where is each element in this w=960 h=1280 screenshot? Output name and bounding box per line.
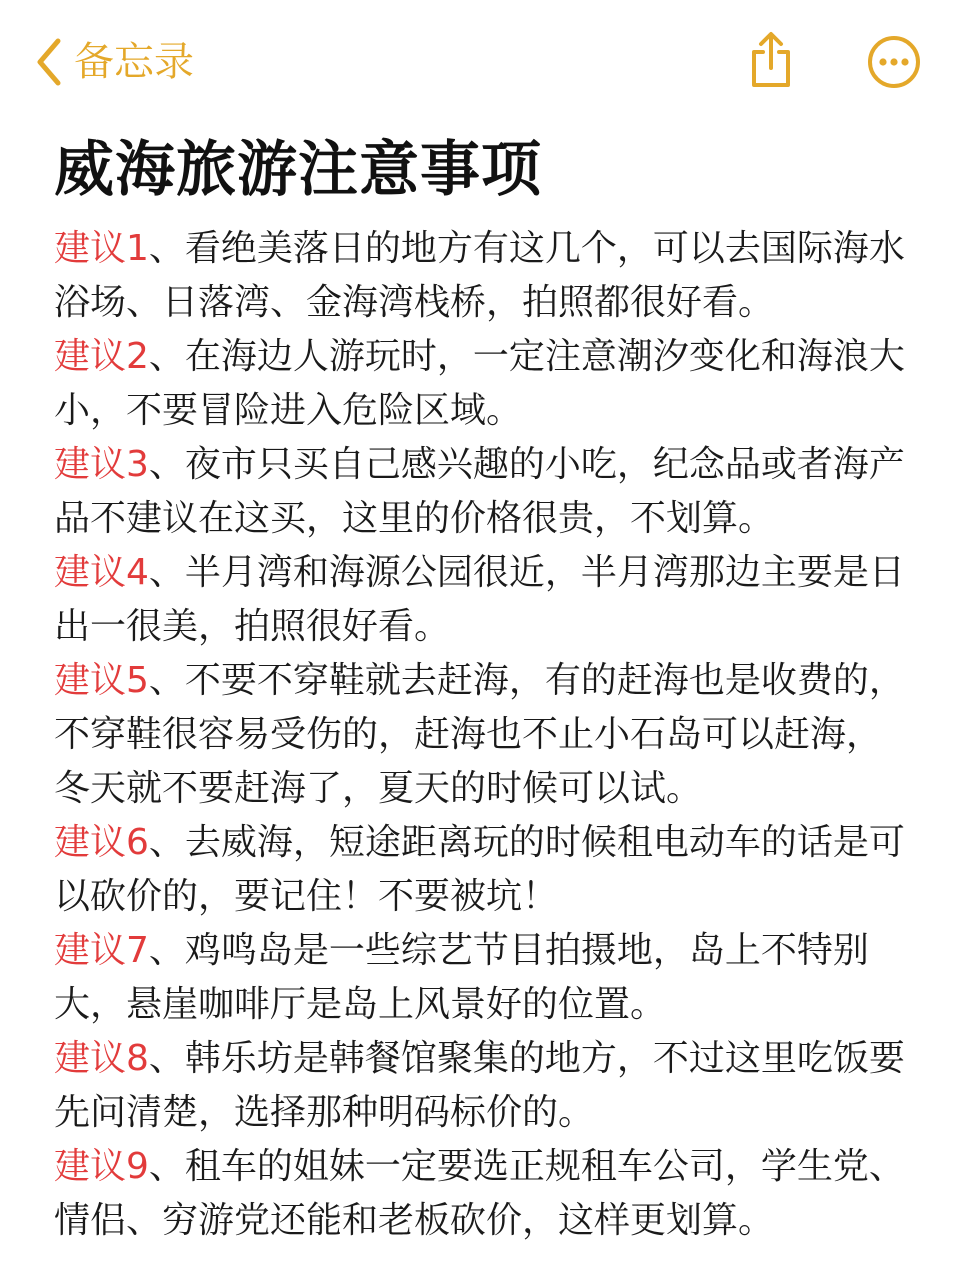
back-button[interactable]	[34, 36, 194, 88]
tip-label: 建议3	[54, 444, 149, 485]
back-label: 备忘录	[74, 39, 194, 85]
tip-text: 、不要不穿鞋就去赶海，有的赶海也是收费的，不穿鞋很容易受伤的，赶海也不止小石岛可以赶海，冬天就不要赶海了，夏天的时候可以试。	[54, 660, 905, 809]
note-body	[54, 222, 914, 1248]
tip-text: 、在海边人游玩时，一定注意潮汐变化和海浪大小，不要冒险进入危险区域。	[54, 336, 905, 431]
tip-text: 、鸡鸣岛是一些综艺节目拍摄地，岛上不特别大，悬崖咖啡厅是岛上风景好的位置。	[54, 930, 869, 1025]
tip-item	[54, 222, 914, 330]
tip-text: 、半月湾和海源公园很近，半月湾那边主要是日出一很美，拍照很好看。	[54, 552, 905, 647]
more-button[interactable]	[866, 34, 922, 90]
tip-text: 、去威海，短途距离玩的时候租电动车的话是可以砍价的，要记住！不要被坑！	[54, 822, 905, 917]
tip-item	[54, 330, 914, 438]
tip-label: 建议7	[54, 930, 149, 971]
tip-label: 建议6	[54, 822, 149, 863]
share-icon	[746, 75, 796, 94]
tip-text: 、韩乐坊是韩餐馆聚集的地方，不过这里吃饭要先问清楚，选择那种明码标价的。	[54, 1038, 905, 1133]
more-icon	[866, 75, 922, 94]
tip-text: 、看绝美落日的地方有这几个，可以去国际海水浴场、日落湾、金海湾栈桥，拍照都很好看。	[54, 228, 905, 323]
tip-label: 建议8	[54, 1038, 149, 1079]
tip-text: 、夜市只买自己感兴趣的小吃，纪念品或者海产品不建议在这买，这里的价格很贵，不划算。	[54, 444, 905, 539]
tip-item	[54, 816, 914, 924]
tip-label: 建议1	[54, 228, 149, 269]
chevron-left-icon	[34, 36, 64, 88]
tip-label: 建议9	[54, 1146, 149, 1187]
top-navigation-bar	[0, 0, 960, 120]
tip-item	[54, 924, 914, 1032]
tip-label: 建议5	[54, 660, 149, 701]
tip-item	[54, 438, 914, 546]
tip-item	[54, 654, 914, 816]
tip-item	[54, 1140, 914, 1248]
share-button[interactable]	[746, 30, 796, 90]
tip-item	[54, 546, 914, 654]
note-title: 威海旅游注意事项	[54, 135, 542, 205]
tip-text: 、租车的姐妹一定要选正规租车公司，学生党、情侣、穷游党还能和老板砍价，这样更划算。	[54, 1146, 905, 1241]
tip-label: 建议4	[54, 552, 149, 593]
tip-label: 建议2	[54, 336, 149, 377]
tip-item	[54, 1032, 914, 1140]
